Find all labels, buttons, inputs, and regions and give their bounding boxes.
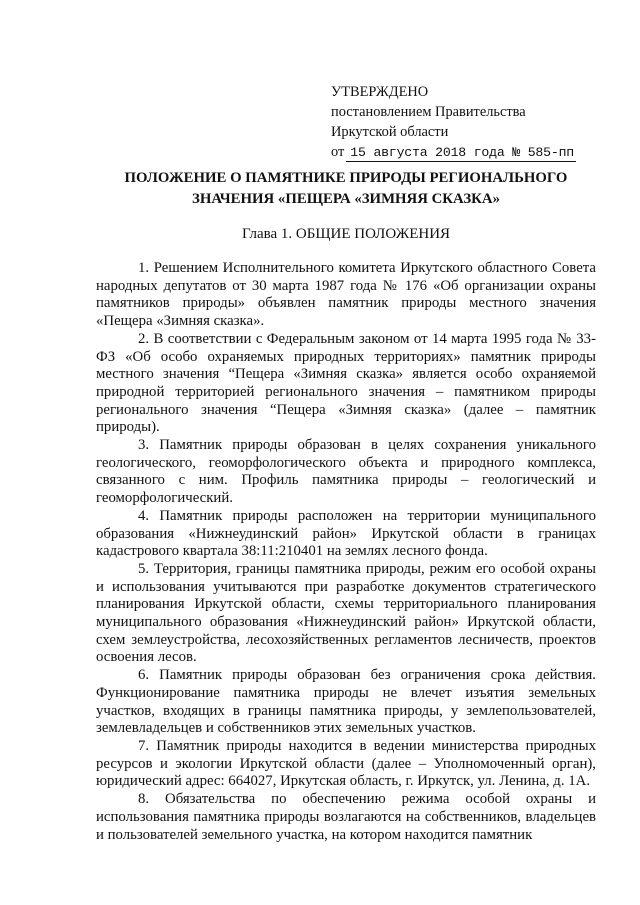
paragraph-5: 5. Территория, границы памятника природы, режим его особой охраны и использования учитываются при разработке документов стратегического планирования Иркутской области, схемы территориального планирования муниципального образования «Нижнеудинский район» Иркутской области, схем землеустройства, лесохозяйственных регламентов лесничеств, проектов освоения лесов. [96, 560, 596, 666]
chapter-heading: Глава 1. ОБЩИЕ ПОЛОЖЕНИЯ [241, 226, 451, 242]
paragraph-1: 1. Решением Исполнительного комитета Иркутского областного Совета народных депутатов от 30 марта 1987 года № 176 «Об организации охраны памятников природы» объявлен памятник природы местного значения «Пещера «Зимняя сказка». [96, 260, 596, 330]
paragraph-6: 6. Памятник природы образован без ограничения срока действия. Функционирование памятника природы не влечет изъятия земельных участков, входящих в границы памятника природы, у землепользователей, землевладельцев и собственников этих земельных участков. [96, 667, 596, 737]
document-title [96, 168, 596, 210]
approval-date-prefix: от [331, 144, 345, 160]
approval-date-line [331, 142, 576, 162]
paragraph-8: 8. Обязательства по обеспечению режима особой охраны и использования памятника природы возлагаются на собственников, владельцев и пользователей земельного участка, на котором находится памятник [96, 791, 596, 843]
paragraph-4: 4. Памятник природы расположен на территории муниципального образования «Нижнеудинский район» Иркутской области в границах кадастрового квартала 38:11:210401 на землях лесного фонда. [96, 507, 596, 560]
approval-issuer: постановлением Правительства [331, 104, 526, 120]
paragraph-3: 3. Памятник природы образован в целях сохранения уникального геологического, геоморфологического объекта и природного комплекса, связанного с ним. Профиль памятника природы – геологический и геоморфологический. [96, 437, 596, 507]
document-title-line-1: ПОЛОЖЕНИЕ О ПАМЯТНИКЕ ПРИРОДЫ РЕГИОНАЛЬНОГО [124, 170, 568, 186]
approval-date: 15 августа 2018 года № 585-пп [346, 144, 576, 162]
approval-region: Иркутской области [331, 124, 449, 140]
approval-stamp [331, 82, 576, 162]
document-title-line-2: ЗНАЧЕНИЯ «ПЕЩЕРА «ЗИМНЯЯ СКАЗКА» [192, 191, 500, 207]
paragraph-2: 2. В соответствии с Федеральным законом от 14 марта 1995 года № 33-ФЗ «Об особо охраняемых природных территориях» памятник природы местного значения “Пещера «Зимняя сказка» является особо охраняемой природной территорией регионального значения – памятником природы регионального значения “Пещера «Зимняя сказка» (далее – памятник природы). [96, 330, 596, 436]
paragraph-7: 7. Памятник природы находится в ведении министерства природных ресурсов и экологии Иркутской области (далее – Уполномоченный орган), юридический адрес: 664027, Иркутская область, г. Иркутск, ул. Ленина, д. 1А. [96, 737, 596, 790]
document-body [96, 260, 596, 844]
approval-heading: УТВЕРЖДЕНО [331, 84, 429, 100]
